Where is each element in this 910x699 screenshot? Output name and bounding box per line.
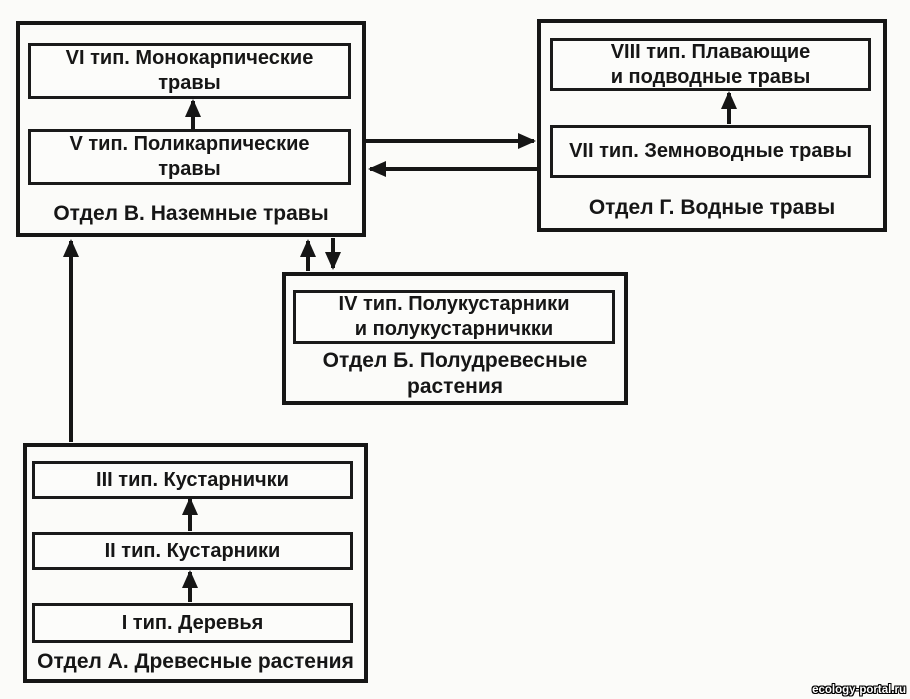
type-box-v-polycarpic-grasses bbox=[28, 129, 351, 185]
type-box-vi-monocarpic-grasses bbox=[28, 43, 351, 99]
type-box-iv-subshrubs bbox=[293, 290, 615, 344]
type-label-line: и полукустарничкки bbox=[354, 318, 554, 340]
type-label-line: II тип. Кустарники bbox=[104, 539, 281, 562]
type-box-viii-floating-underwater-grasses bbox=[550, 38, 871, 91]
type-label-line: травы bbox=[158, 158, 221, 180]
division-box-woody-plants bbox=[23, 443, 368, 683]
division-box-aquatic-grasses bbox=[537, 19, 887, 232]
type-label-line: IV тип. Полукустарники bbox=[338, 293, 570, 315]
type-label-line: травы bbox=[158, 72, 221, 94]
division-box-terrestrial-grasses bbox=[16, 21, 366, 237]
watermark-label: ecology-portal.ru bbox=[812, 684, 906, 696]
type-label-line: V тип. Поликарпические bbox=[69, 133, 310, 155]
division-title-woody-plants: Отдел А. Древесные растения bbox=[37, 650, 354, 673]
type-label-line: VIII тип. Плавающие bbox=[610, 40, 811, 63]
type-box-i-trees bbox=[32, 603, 353, 643]
type-label-line: и подводные травы bbox=[610, 65, 811, 88]
division-title-aquatic-grasses: Отдел Г. Водные травы bbox=[588, 196, 836, 219]
type-box-vii-amphibious-grasses bbox=[550, 125, 871, 178]
type-label-line: I тип. Деревья bbox=[121, 611, 264, 634]
type-label-line: III тип. Кустарнички bbox=[96, 468, 289, 491]
type-label-line: VI тип. Монокарпические bbox=[65, 47, 314, 69]
division-box-semiwoody-plants bbox=[282, 272, 628, 405]
division-title-semiwoody-plants: Отдел Б. Полудревесные растения bbox=[322, 349, 588, 398]
division-title-terrestrial-grasses: Отдел В. Наземные травы bbox=[53, 202, 329, 225]
type-label-line: VII тип. Земноводные травы bbox=[569, 140, 852, 162]
type-box-iii-dwarf-shrubs bbox=[32, 461, 353, 499]
type-box-ii-shrubs bbox=[32, 532, 353, 570]
